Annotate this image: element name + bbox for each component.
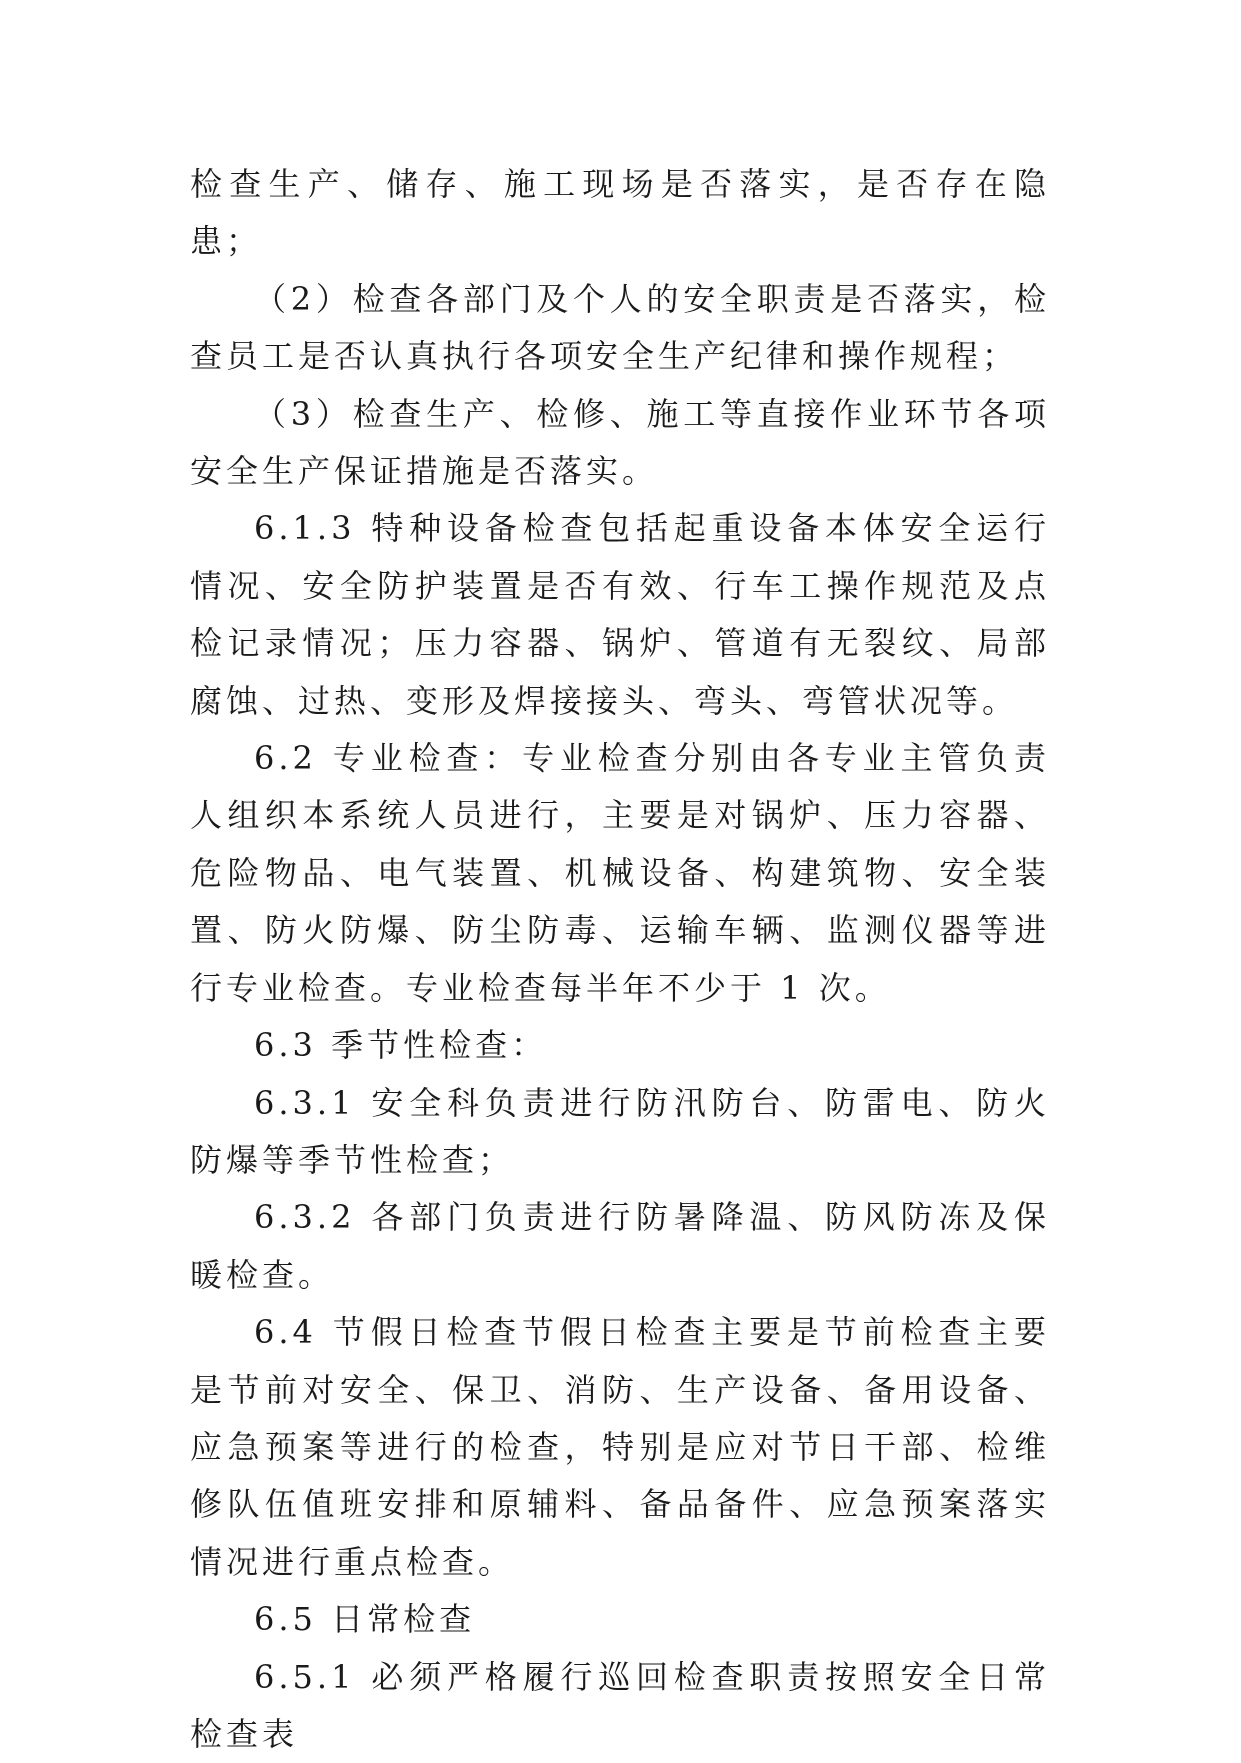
paragraph-6-1-3: 6.1.3 特种设备检查包括起重设备本体安全运行情况、安全防护装置是否有效、行车工操作规范及点检记录情况；压力容器、锅炉、管道有无裂纹、局部腐蚀、过热、变形及焊接接头、弯头、弯管状况等。	[190, 509, 1050, 720]
paragraph-6-3: 6.3 季节性检查：	[254, 1026, 548, 1065]
document-body	[190, 156, 1050, 1763]
paragraph-6-5: 6.5 日常检查	[254, 1600, 476, 1639]
paragraph-6-3-1: 6.3.1 安全科负责进行防汛防台、防雷电、防火防爆等季节性检查；	[190, 1083, 1050, 1179]
paragraph-continuation: 检查生产、储存、施工现场是否落实，是否存在隐患；	[190, 165, 1050, 261]
paragraph-6-3-2: 6.3.2 各部门负责进行防暑降温、防风防冻及保暖检查。	[190, 1198, 1050, 1294]
paragraph-item-2: （2）检查各部门及个人的安全职责是否落实，检查员工是否认真执行各项安全生产纪律和操作规程；	[190, 279, 1050, 376]
paragraph-6-4: 6.4 节假日检查节假日检查主要是节前检查主要是节前对安全、保卫、消防、生产设备、备用设备、应急预案等进行的检查，特别是应对节日干部、检维修队伍值班安排和原辅料、备品备件、应急预案落实情况进行重点检查。	[190, 1313, 1050, 1581]
paragraph-6-2: 6.2 专业检查：专业检查分别由各专业主管负责人组织本系统人员进行，主要是对锅炉、压力容器、危险物品、电气装置、机械设备、构建筑物、安全装置、防火防爆、防尘防毒、运输车辆、监测仪器等进行专业检查。专业检查每半年不少于 1 次。	[190, 739, 1050, 1007]
paragraph-6-5-1: 6.5.1 必须严格履行巡回检查职责按照安全日常检查表	[190, 1657, 1050, 1753]
paragraph-item-3: （3）检查生产、检修、施工等直接作业环节各项安全生产保证措施是否落实。	[190, 394, 1050, 491]
